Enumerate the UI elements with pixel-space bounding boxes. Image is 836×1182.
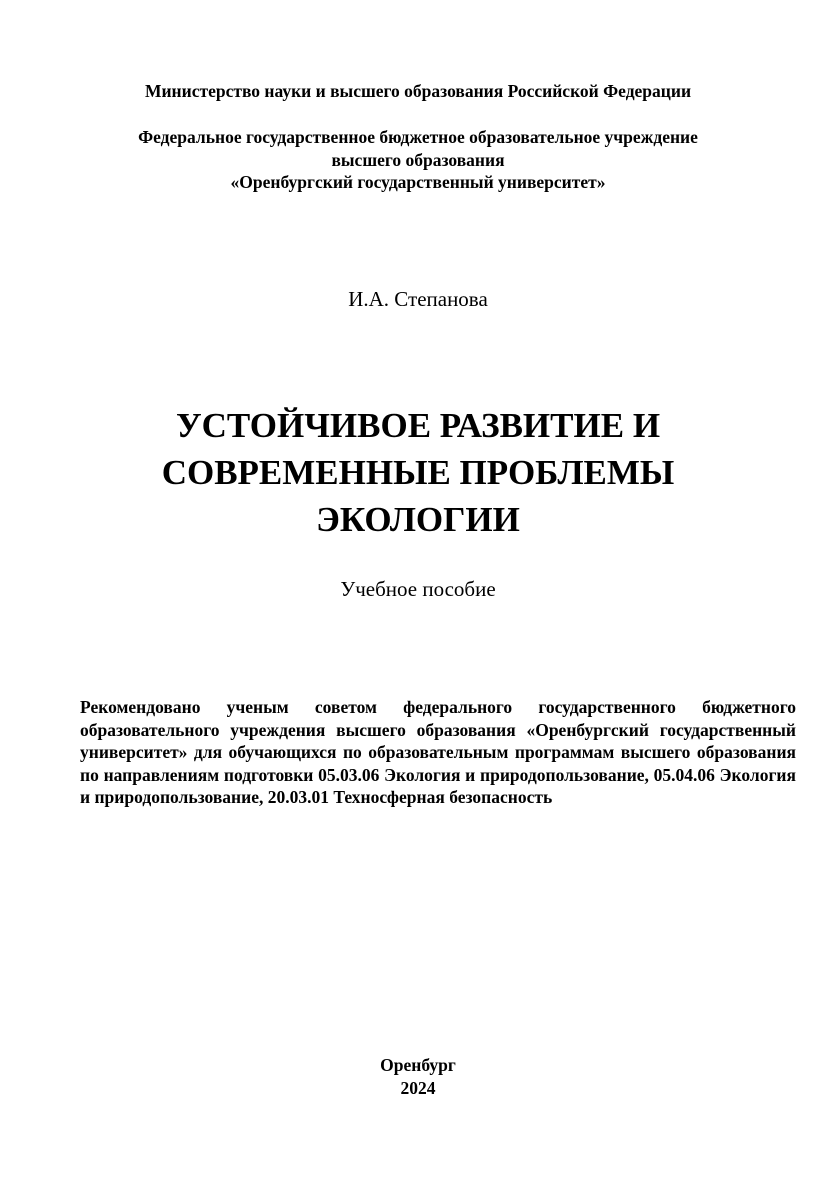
author-name: И.А. Степанова (348, 287, 488, 311)
ministry-line: Министерство науки и высшего образования Российской Федерации (144, 81, 692, 101)
imprint-year: 2024 (400, 1078, 436, 1098)
title-line-1: УСТОЙЧИВОЕ РАЗВИТИЕ И (175, 406, 661, 445)
book-title (0, 402, 836, 543)
imprint (0, 1054, 836, 1100)
institution-line-1: Федеральное государственное бюджетное образовательное учреждение (138, 127, 698, 147)
institution-line-3: «Оренбургский государственный университет» (230, 172, 606, 192)
title-line-2: СОВРЕМЕННЫЕ ПРОБЛЕМЫ (161, 453, 675, 492)
imprint-city: Оренбург (380, 1055, 456, 1075)
institution-block (0, 126, 836, 194)
book-subtitle: Учебное пособие (340, 577, 496, 601)
title-line-3: ЭКОЛОГИИ (316, 500, 520, 539)
institution-line-2: высшего образования (331, 149, 505, 170)
recommendation-paragraph: Рекомендовано ученым советом федерального государственного бюджетного образовательного учреждения высшего образования «Оренбургский государственный университет» для обучающихся по образовательным программам высшего образования по направлениям подготовки 05.03.06 Экология и природопользование, 05.04.06 Экология и природопользование, 20.03.01 Техносферная безопасность (80, 697, 796, 808)
